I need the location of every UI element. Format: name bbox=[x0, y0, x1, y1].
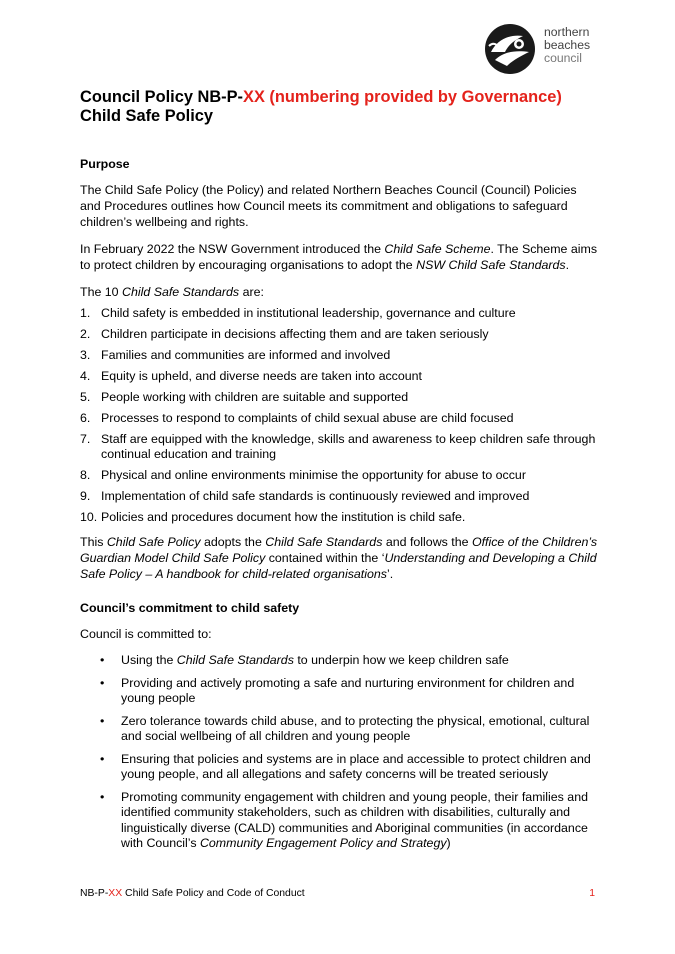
list-item: 9. Implementation of child safe standards is continuously reviewed and improved bbox=[80, 489, 530, 503]
purpose-paragraph-2: In February 2022 the NSW Government introduced the Child Safe Scheme. The Scheme aims to protect children by encouraging organisations to adopt the NSW Child Safe Standards. bbox=[80, 242, 598, 272]
list-item: 3. Families and communities are informed and involved bbox=[80, 348, 391, 362]
logo-line-2: beaches bbox=[544, 38, 591, 53]
list-item: 6. Processes to respond to complaints of child sexual abuse are child focused bbox=[80, 411, 514, 425]
standards-list bbox=[80, 306, 600, 525]
list-item: • Promoting community engagement with children and young people, their families and identified community stakeholders, such as children with disabilities, culturally and linguistically diverse (CALD) communities and Aboriginal communities (in accordance with Council’s Community Engagement Policy and Strategy) bbox=[100, 789, 588, 850]
list-item: 7. Staff are equipped with the knowledge, skills and awareness to keep children safe through continual education and training bbox=[80, 432, 596, 461]
list-item: 10. Policies and procedures document how the institution is child safe. bbox=[80, 510, 466, 524]
list-item: • Providing and actively promoting a safe and nurturing environment for children and young people bbox=[100, 675, 575, 705]
list-item: 4. Equity is upheld, and diverse needs are taken into account bbox=[80, 369, 422, 383]
council-logo bbox=[483, 22, 603, 76]
logo-line-1: northern bbox=[544, 25, 590, 39]
purpose-paragraph-1: The Child Safe Policy (the Policy) and related Northern Beaches Council (Council) Policies and Procedures outlines how Council meets its commitment and obligations to safeguard children’s wellbeing and rights. bbox=[80, 183, 577, 229]
title-subtitle: Child Safe Policy bbox=[80, 107, 213, 125]
title-placeholder: XX (numbering provided by Governance) bbox=[243, 88, 562, 106]
commitment-list bbox=[80, 653, 600, 852]
document-body bbox=[80, 88, 600, 852]
list-item: • Zero tolerance towards child abuse, and to protecting the physical, emotional, cultural and social wellbeing of all children and young people bbox=[100, 713, 590, 743]
list-item: 1. Child safety is embedded in institutional leadership, governance and culture bbox=[80, 306, 516, 320]
page-footer: NB-P-XX Child Safe Policy and Code of Conduct 1 bbox=[80, 888, 595, 899]
page-number: 1 bbox=[589, 888, 595, 899]
council-emblem-icon bbox=[483, 22, 537, 76]
list-item: 8. Physical and online environments minimise the opportunity for abuse to occur bbox=[80, 468, 526, 482]
commitment-intro: Council is committed to: bbox=[80, 627, 212, 641]
logo-wordmark bbox=[544, 26, 590, 66]
page-title: Council Policy NB-P-XX (numbering provided by Governance) Child Safe Policy bbox=[80, 88, 562, 125]
logo-line-3: council bbox=[544, 51, 582, 66]
list-item: 2. Children participate in decisions affecting them and are taken seriously bbox=[80, 327, 489, 341]
commitment-heading: Council’s commitment to child safety bbox=[80, 601, 300, 615]
list-item: • Using the Child Safe Standards to underpin how we keep children safe bbox=[100, 653, 509, 667]
purpose-heading: Purpose bbox=[80, 157, 130, 171]
list-item: 5. People working with children are suitable and supported bbox=[80, 390, 409, 404]
adopts-paragraph: This Child Safe Policy adopts the Child Safe Standards and follows the Office of the Children’s Guardian Model Child Safe Policy contained within the ‘Understanding and Developing a Child Safe Policy – A handbook for child-related organisations’. bbox=[80, 535, 598, 581]
standards-intro: The 10 Child Safe Standards are: bbox=[80, 285, 264, 299]
list-item: • Ensuring that policies and systems are in place and accessible to protect children and young people, and all allegations and safety concerns will be treated seriously bbox=[100, 751, 591, 781]
